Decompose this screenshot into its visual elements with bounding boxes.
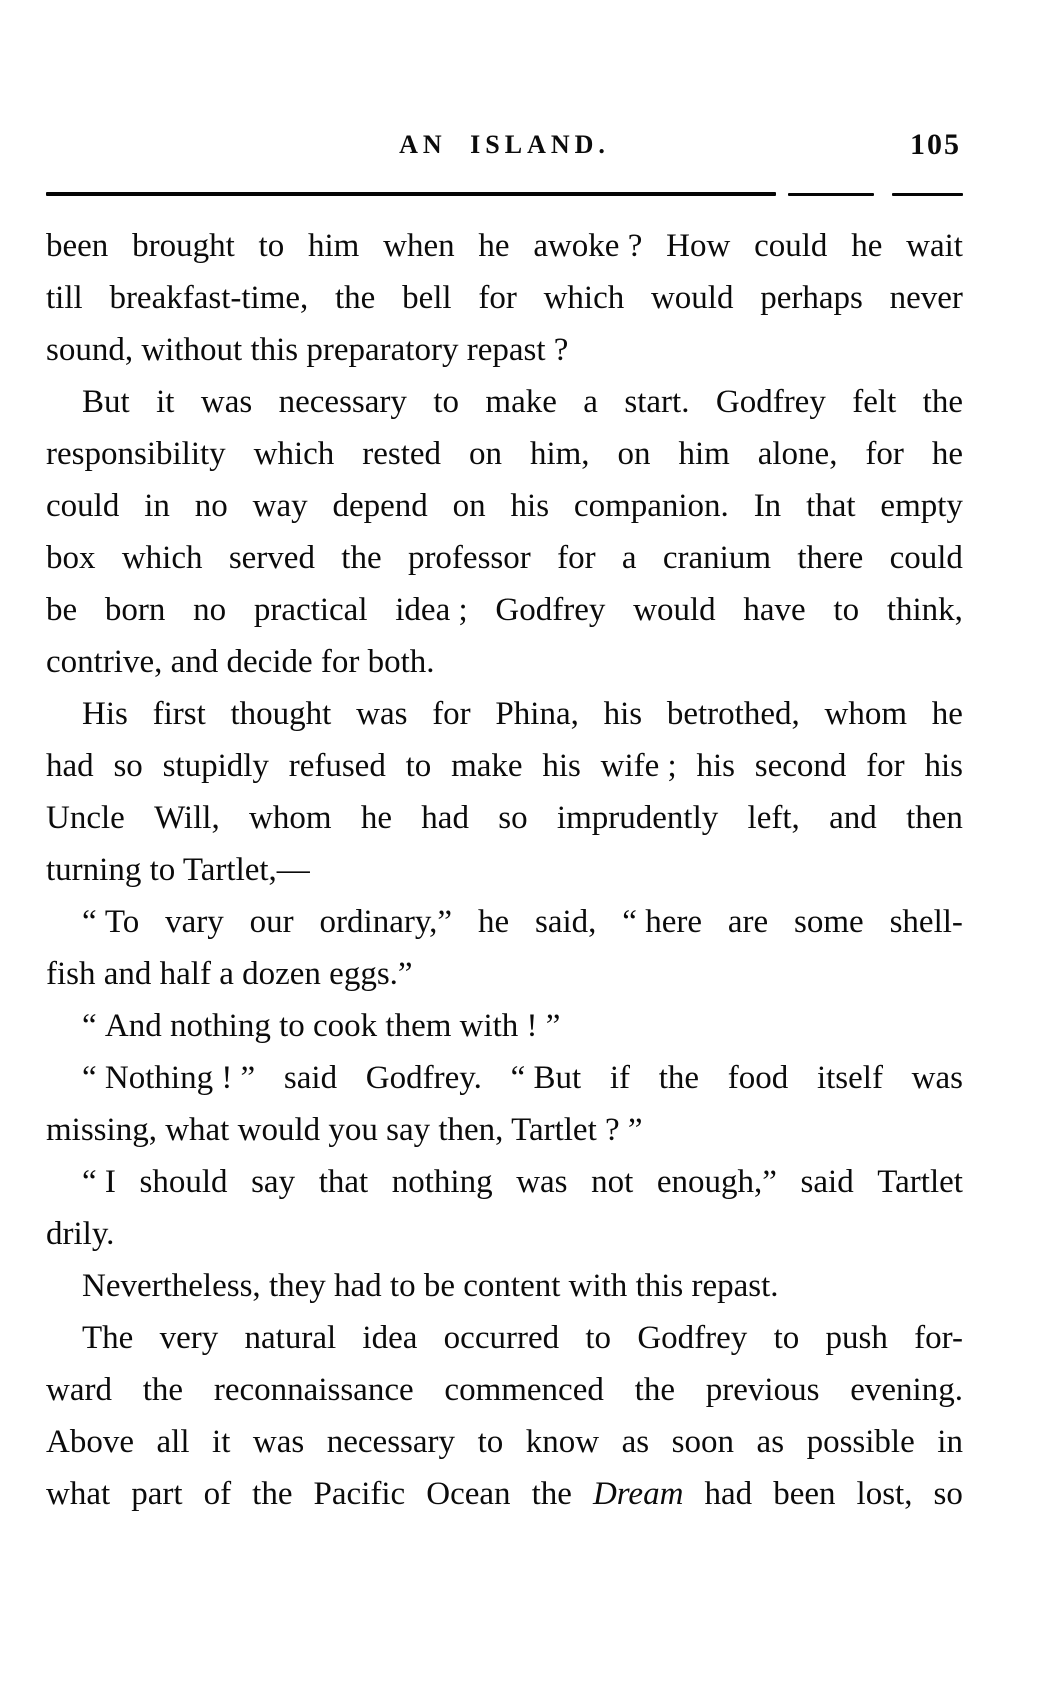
word: Tartlet: [877, 1164, 963, 1200]
word: know: [525, 1424, 600, 1460]
text-line: [46, 324, 963, 376]
word: first: [152, 696, 206, 732]
word: rested: [362, 436, 442, 472]
text-line: [46, 844, 963, 896]
word: betrothed,: [666, 696, 800, 732]
word: push: [825, 1320, 888, 1356]
word: Will,: [154, 800, 220, 836]
word: His: [82, 696, 128, 732]
word: preparatory: [306, 332, 459, 368]
word: whom: [249, 800, 332, 836]
text-line: [46, 1208, 963, 1260]
word: if: [609, 1060, 631, 1096]
text-line: [46, 220, 963, 272]
word: possible: [806, 1424, 915, 1460]
word: nothing: [169, 1008, 271, 1044]
word: Phina,: [495, 696, 579, 732]
word: could: [46, 488, 120, 524]
word: his: [510, 488, 550, 524]
text-line: [46, 1000, 963, 1052]
word: “ Nothing ! ”: [82, 1060, 256, 1096]
word: The: [82, 1320, 134, 1356]
word: Pacific: [313, 1476, 406, 1512]
word: vary: [165, 904, 224, 940]
word: when: [383, 228, 455, 264]
word: Godfrey: [715, 384, 826, 420]
word: ordinary,”: [319, 904, 453, 940]
word: the: [142, 1372, 184, 1408]
word: perhaps: [760, 280, 863, 316]
word: food: [727, 1060, 789, 1096]
word: he: [360, 800, 392, 836]
word: he: [931, 696, 963, 732]
word: what: [165, 1112, 230, 1148]
word: responsibility: [46, 436, 226, 472]
text-line: [46, 1468, 963, 1520]
word: alone,: [757, 436, 838, 472]
word: Godfrey.: [365, 1060, 482, 1096]
word: them: [385, 1008, 452, 1044]
word: the: [922, 384, 963, 420]
word: and: [103, 956, 152, 992]
word: natural: [244, 1320, 337, 1356]
word: his: [603, 696, 643, 732]
text-line: [46, 428, 963, 480]
word: part: [131, 1476, 183, 1512]
word: missing,: [46, 1112, 157, 1148]
word: make: [485, 384, 557, 420]
word: with: [568, 1268, 628, 1304]
word: breakfast-time,: [109, 280, 309, 316]
running-head: [46, 126, 963, 170]
word: “ here: [622, 904, 702, 940]
divider-rule-segment: [46, 192, 776, 196]
word: and: [829, 800, 877, 836]
text-line: [46, 948, 963, 1000]
word: content: [463, 1268, 561, 1304]
word: they: [268, 1268, 326, 1304]
text-block: [46, 220, 963, 1520]
word: had: [334, 1268, 382, 1304]
word: necessary: [326, 1424, 456, 1460]
word: be: [423, 1268, 455, 1304]
word: for: [557, 540, 596, 576]
word: sound,: [46, 332, 134, 368]
word: it: [156, 384, 175, 420]
word: both.: [367, 644, 435, 680]
text-line: [46, 1156, 963, 1208]
word: refused: [288, 748, 386, 784]
word: this: [635, 1268, 684, 1304]
word: way: [252, 488, 308, 524]
word: what: [46, 1476, 111, 1512]
word: was: [200, 384, 253, 420]
word: there: [797, 540, 864, 576]
word: brought: [132, 228, 235, 264]
word: practical: [253, 592, 368, 628]
word: thought: [230, 696, 332, 732]
word: the: [335, 280, 376, 316]
word: and: [170, 644, 219, 680]
word: the: [531, 1476, 572, 1512]
page-header-title: AN ISLAND.: [399, 130, 610, 159]
word: on: [617, 436, 651, 472]
text-line: [46, 532, 963, 584]
word: the: [341, 540, 382, 576]
word: the: [634, 1372, 675, 1408]
word: for: [866, 748, 905, 784]
word: stupidly: [162, 748, 269, 784]
word: said: [283, 1060, 338, 1096]
word: necessary: [278, 384, 407, 420]
word: his: [542, 748, 581, 784]
word: was: [252, 1424, 305, 1460]
text-line: [46, 376, 963, 428]
text-line: [46, 480, 963, 532]
word: “ And: [82, 1008, 162, 1044]
word: Dream: [592, 1476, 684, 1512]
word: should: [139, 1164, 228, 1200]
word: so: [498, 800, 528, 836]
word: Godfrey: [637, 1320, 748, 1356]
word: not: [591, 1164, 634, 1200]
word: to: [585, 1320, 612, 1356]
word: turning: [46, 852, 142, 888]
word: had: [421, 800, 469, 836]
word: evening.: [850, 1372, 963, 1408]
word: occurred: [443, 1320, 560, 1356]
text-line: [46, 272, 963, 324]
word: commenced: [444, 1372, 604, 1408]
word: in: [144, 488, 170, 524]
word: to: [477, 1424, 504, 1460]
word: decide: [226, 644, 313, 680]
word: How: [666, 228, 731, 264]
word: all: [156, 1424, 190, 1460]
word: bell: [402, 280, 452, 316]
word: to: [773, 1320, 800, 1356]
word: think,: [886, 592, 963, 628]
word: born: [104, 592, 166, 628]
word: soon: [671, 1424, 735, 1460]
word: Ocean: [426, 1476, 511, 1512]
word: then: [906, 800, 963, 836]
word: to: [149, 852, 176, 888]
word: “ But: [510, 1060, 582, 1096]
word: say: [386, 1112, 431, 1148]
word: imprudently: [556, 800, 719, 836]
word: in: [937, 1424, 963, 1460]
text-line: [46, 1104, 963, 1156]
word: on: [468, 436, 502, 472]
word: as: [756, 1424, 785, 1460]
word: cook: [313, 1008, 378, 1044]
word: companion.: [573, 488, 729, 524]
word: which: [253, 436, 335, 472]
word: him: [307, 228, 360, 264]
word: for: [432, 696, 471, 732]
text-line: [46, 896, 963, 948]
divider-rule-segment: [788, 193, 874, 196]
word: for: [478, 280, 517, 316]
word: repast.: [691, 1268, 779, 1304]
word: that: [318, 1164, 369, 1200]
word: eggs.”: [329, 956, 413, 992]
text-line: [46, 740, 963, 792]
word: Tartlet ? ”: [511, 1112, 643, 1148]
word: for: [320, 644, 360, 680]
text-line: [46, 1260, 963, 1312]
word: to: [833, 592, 860, 628]
word: say: [251, 1164, 296, 1200]
word: awoke ?: [533, 228, 643, 264]
word: the: [658, 1060, 700, 1096]
word: wife ;: [600, 748, 677, 784]
word: Nevertheless,: [82, 1268, 261, 1304]
word: to: [433, 384, 459, 420]
word: a: [583, 384, 598, 420]
word: it: [212, 1424, 231, 1460]
word: could: [754, 228, 828, 264]
word: on: [452, 488, 486, 524]
word: had: [46, 748, 94, 784]
text-line: [46, 1052, 963, 1104]
word: no: [193, 592, 227, 628]
word: But: [82, 384, 130, 420]
word: make: [451, 748, 523, 784]
word: his: [924, 748, 963, 784]
word: of: [203, 1476, 232, 1512]
text-line: [46, 1416, 963, 1468]
word: no: [194, 488, 228, 524]
word: so: [113, 748, 143, 784]
word: “ To: [82, 904, 140, 940]
word: been: [773, 1476, 836, 1512]
word: lost,: [856, 1476, 913, 1512]
word: cranium: [662, 540, 771, 576]
word: was: [356, 696, 408, 732]
word: ward: [46, 1372, 112, 1408]
text-line: [46, 792, 963, 844]
word: that: [806, 488, 856, 524]
word: then,: [438, 1112, 504, 1148]
word: he: [851, 228, 883, 264]
word: which: [121, 540, 203, 576]
word: him: [678, 436, 730, 472]
word: said: [800, 1164, 854, 1200]
word: he: [477, 904, 510, 940]
word: a: [621, 540, 637, 576]
word: our: [249, 904, 294, 940]
word: him,: [529, 436, 590, 472]
word: In: [753, 488, 782, 524]
word: which: [543, 280, 625, 316]
text-line: [46, 688, 963, 740]
word: to: [258, 228, 285, 264]
word: “ I: [82, 1164, 116, 1200]
word: Above: [46, 1424, 134, 1460]
word: would: [633, 592, 716, 628]
word: for: [865, 436, 904, 472]
word: would: [650, 280, 734, 316]
word: be: [46, 592, 78, 628]
text-line: [46, 636, 963, 688]
word: shell-: [889, 904, 963, 940]
word: without: [141, 332, 243, 368]
word: a: [219, 956, 234, 992]
word: are: [727, 904, 769, 940]
word: half: [159, 956, 211, 992]
divider-rule-segment: [892, 193, 963, 196]
word: would: [237, 1112, 321, 1148]
word: you: [328, 1112, 378, 1148]
word: was: [516, 1164, 568, 1200]
text-line: [46, 1312, 963, 1364]
word: Godfrey: [495, 592, 606, 628]
word: previous: [705, 1372, 820, 1408]
word: felt: [852, 384, 897, 420]
page-number: 105: [910, 128, 961, 161]
word: he: [931, 436, 963, 472]
word: dozen: [242, 956, 321, 992]
word: to: [279, 1008, 305, 1044]
word: this: [250, 332, 299, 368]
word: some: [794, 904, 864, 940]
word: start.: [624, 384, 690, 420]
word: could: [889, 540, 963, 576]
word: had: [704, 1476, 753, 1512]
word: Tartlet,—: [182, 852, 310, 888]
word: professor: [407, 540, 531, 576]
word: to: [389, 1268, 416, 1304]
word: served: [228, 540, 315, 576]
word: was: [911, 1060, 963, 1096]
word: idea: [362, 1320, 418, 1356]
word: wait: [906, 228, 963, 264]
word: to: [405, 748, 432, 784]
word: reconnaissance: [213, 1372, 414, 1408]
word: itself: [816, 1060, 883, 1096]
word: depend: [332, 488, 428, 524]
word: very: [159, 1320, 219, 1356]
word: empty: [880, 488, 963, 524]
word: enough,”: [656, 1164, 777, 1200]
word: he: [478, 228, 510, 264]
word: his: [696, 748, 735, 784]
word: till: [46, 280, 83, 316]
word: left,: [747, 800, 800, 836]
word: whom: [824, 696, 907, 732]
word: said,: [535, 904, 597, 940]
word: drily.: [46, 1216, 115, 1252]
word: been: [46, 228, 109, 264]
word: contrive,: [46, 644, 163, 680]
word: repast ?: [466, 332, 569, 368]
word: Uncle: [46, 800, 125, 836]
word: have: [743, 592, 806, 628]
word: with ! ”: [459, 1008, 561, 1044]
word: for-: [914, 1320, 963, 1356]
word: as: [621, 1424, 650, 1460]
word: fish: [46, 956, 96, 992]
text-line: [46, 584, 963, 636]
word: so: [933, 1476, 963, 1512]
word: never: [889, 280, 963, 316]
word: the: [252, 1476, 293, 1512]
word: nothing: [391, 1164, 493, 1200]
word: idea ;: [395, 592, 468, 628]
word: second: [754, 748, 847, 784]
text-line: [46, 1364, 963, 1416]
word: box: [46, 540, 96, 576]
